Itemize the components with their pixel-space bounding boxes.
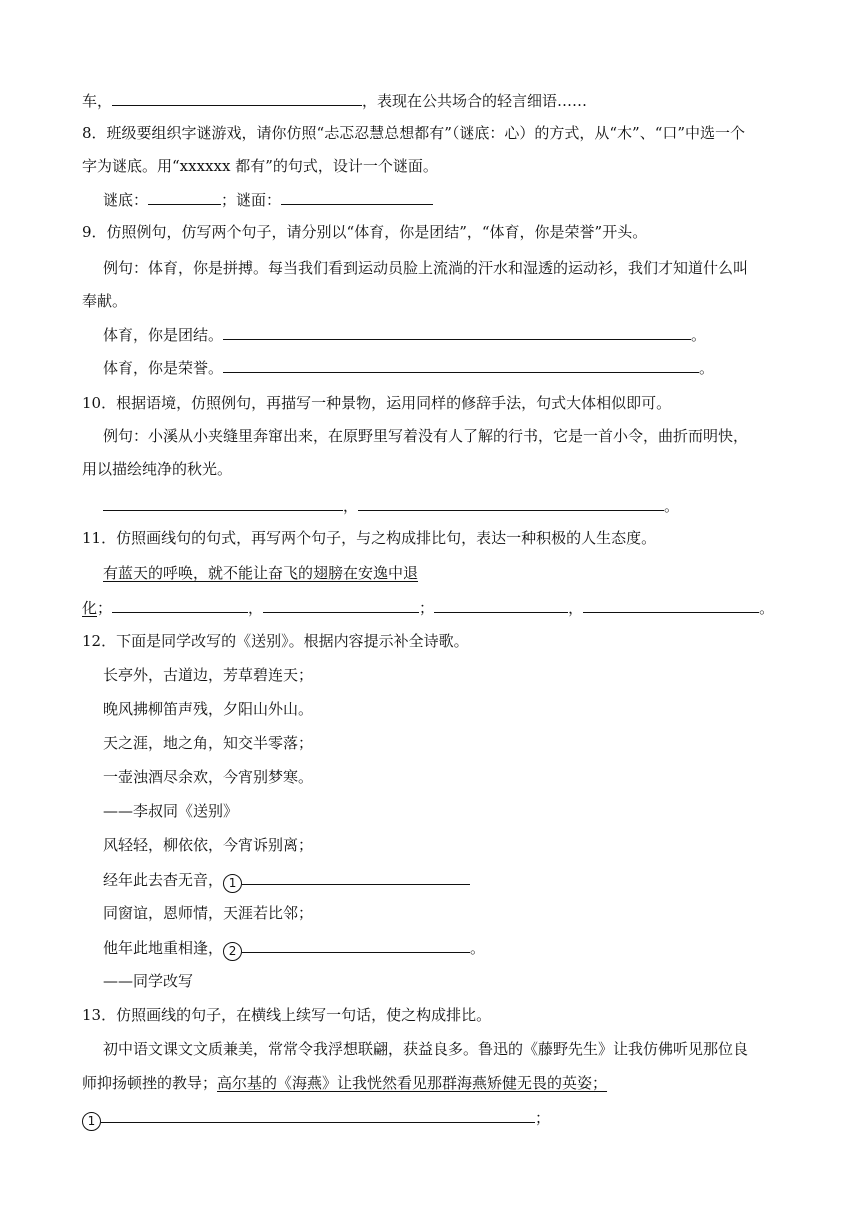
answer-blank[interactable] bbox=[583, 597, 759, 613]
answer-blank[interactable] bbox=[112, 597, 248, 613]
q11-underlined-sentence: 有蓝天的呼唤，就不能让奋飞的翅膀在安逸中退 bbox=[103, 564, 419, 582]
q10-answer: ， 。 bbox=[103, 495, 679, 516]
poem-rewrite-line-1: 风轻轻，柳依依，今宵诉别离； bbox=[103, 836, 314, 854]
poem-rewrite-line-4: 他年此地重相逢， 2 。 bbox=[103, 937, 485, 961]
answer-blank[interactable] bbox=[223, 324, 691, 340]
q9-answer-1: 体育，你是团结。 。 bbox=[103, 326, 707, 344]
q13-answer: 1 ； bbox=[82, 1107, 550, 1131]
q11-stem: 11．仿照画线句的句式，再写两个句子，与之构成排比句，表达一种积极的人生态度。 bbox=[82, 529, 657, 547]
riddle-question-blank[interactable] bbox=[281, 189, 433, 205]
poem-author: ——李叔同《送别》 bbox=[103, 802, 239, 820]
poem-line-4: 一壶浊酒尽余欢，今宵别梦寒。 bbox=[103, 768, 314, 786]
q11-answer: 化； ， ； ， 。 bbox=[82, 599, 775, 617]
answer-blank[interactable] bbox=[103, 495, 343, 511]
poem-line-3: 天之涯，地之角，知交半零落； bbox=[103, 734, 314, 752]
q13-underlined-sentence: 高尔基的《海燕》让我恍然看见那群海燕矫健无畏的英姿； bbox=[217, 1074, 608, 1092]
answer-blank-1[interactable] bbox=[242, 869, 470, 885]
circled-number-2: 2 bbox=[223, 942, 242, 961]
q13-text-1: 初中语文课文文质兼美，常常令我浮想联翩，获益良多。鲁迅的《藤野先生》让我仿佛听见那位良 bbox=[103, 1040, 749, 1058]
answer-blank[interactable] bbox=[434, 597, 568, 613]
q10-example-2: 用以描绘纯净的秋光。 bbox=[82, 460, 233, 478]
q10-example-1: 例句：小溪从小夹缝里奔窜出来，在原野里写着没有人了解的行书，它是一首小令，曲折而明快， bbox=[103, 427, 749, 445]
q9-answer-2: 体育，你是荣誉。 。 bbox=[103, 359, 715, 377]
poem-rewrite-line-2: 经年此去杳无音， 1 bbox=[103, 869, 470, 893]
q9-stem: 9．仿照例句，仿写两个句子，请分别以“体育，你是团结”，“体育，你是荣誉”开头。 bbox=[82, 223, 648, 241]
q13-text-2: 师抑扬顿挫的教导；高尔基的《海燕》让我恍然看见那群海燕矫健无畏的英姿； bbox=[82, 1074, 608, 1092]
circled-number-1: 1 bbox=[82, 1112, 101, 1131]
answer-blank[interactable] bbox=[358, 495, 664, 511]
q8-stem: 8．班级要组织字谜游戏，请你仿照“忐忑忍慧总想都有”（谜底：心）的方式，从“木”、“口”中选一个 bbox=[82, 124, 746, 142]
answer-blank[interactable] bbox=[101, 1107, 535, 1123]
q8-answer-line: 谜底： ；谜面： bbox=[103, 189, 433, 210]
poem-line-1: 长亭外，古道边，芳草碧连天； bbox=[103, 666, 314, 684]
q9-example-1: 例句：体育，你是拼搏。每当我们看到运动员脸上流淌的汗水和湿透的运动衫，我们才知道什么叫 bbox=[103, 259, 749, 277]
answer-blank[interactable] bbox=[223, 357, 699, 373]
line-continuation: 车， ，表现在公共场合的轻言细语…… bbox=[82, 92, 588, 110]
answer-blank[interactable] bbox=[263, 597, 419, 613]
answer-blank-2[interactable] bbox=[242, 937, 470, 953]
riddle-answer-blank[interactable] bbox=[148, 189, 221, 205]
q13-stem: 13．仿照画线的句子，在横线上续写一句话，使之构成排比。 bbox=[82, 1006, 492, 1024]
poem-line-2: 晚风拂柳笛声残，夕阳山外山。 bbox=[103, 700, 314, 718]
q9-example-2: 奉献。 bbox=[82, 292, 128, 310]
answer-blank[interactable] bbox=[112, 90, 362, 106]
poem-rewrite-line-3: 同窗谊，恩师情，天涯若比邻； bbox=[103, 904, 314, 922]
circled-number-1: 1 bbox=[223, 874, 242, 893]
poem-rewrite-author: ——同学改写 bbox=[103, 972, 194, 990]
q12-stem: 12．下面是同学改写的《送别》。根据内容提示补全诗歌。 bbox=[82, 632, 469, 650]
q10-stem: 10．根据语境，仿照例句，再描写一种景物，运用同样的修辞手法，句式大体相似即可。 bbox=[82, 394, 672, 412]
q8-stem-2: 字为谜底。用“xxxxxx 都有”的句式，设计一个谜面。 bbox=[82, 157, 438, 175]
